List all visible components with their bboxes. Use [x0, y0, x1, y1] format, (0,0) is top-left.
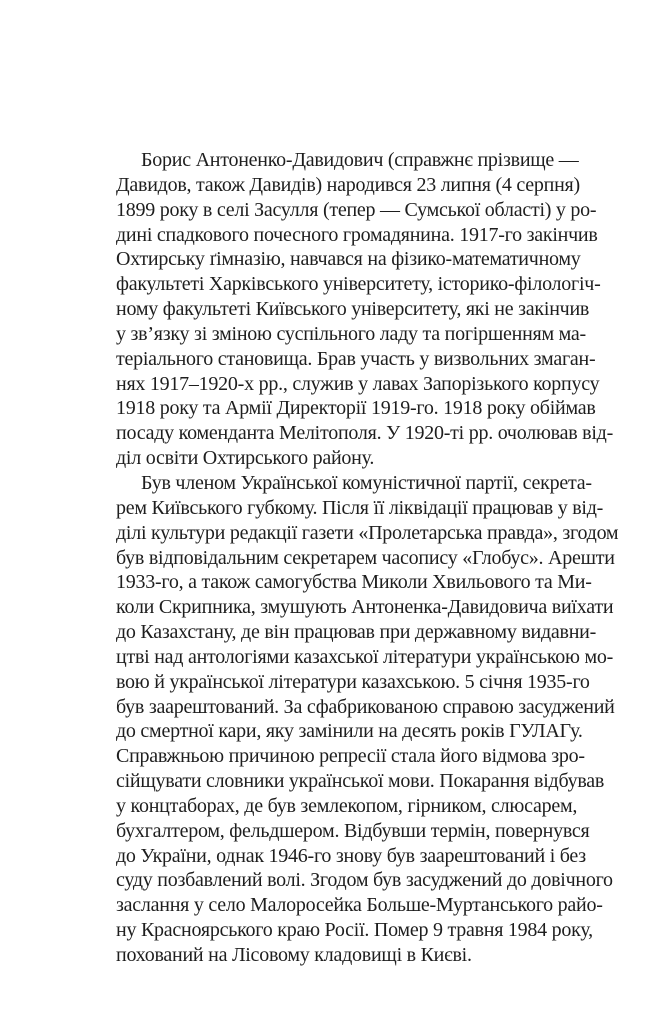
text-line: був відповідальним секретарем часопису «Глобус». Арешти	[116, 546, 615, 569]
text-line: ділі культури редакції газети «Пролетарська правда», згодом	[116, 521, 619, 544]
text-line: Був членом Української комуністичної партії, секрета-	[141, 471, 592, 494]
text-line: до смертної кари, яку замінили на десять років ГУЛАГу.	[116, 720, 583, 743]
paragraph-2	[116, 471, 619, 968]
text-line: у зв’язку зі зміною суспільного ладу та погіршенням ма-	[116, 322, 586, 345]
text-line: факультеті Харківського університету, історико-філологіч-	[116, 273, 601, 296]
text-line: 1933-го, а також самогубства Миколи Хвильового та Ми-	[116, 571, 592, 594]
text-line: Борис Антоненко-Давидович (справжнє прізвище —	[141, 149, 579, 171]
text-line: суду позбавлений волі. Згодом був засуджений до довічного	[116, 869, 613, 892]
text-line: Давидов, також Давидів) народився 23 липня (4 серпня)	[116, 173, 580, 196]
text-line: посаду коменданта Мелітополя. У 1920-ті рр. очолював від-	[116, 422, 613, 445]
text-line: теріального становища. Брав участь у визвольних змаган-	[116, 347, 596, 370]
text-line: заслання у село Малоросейка Больше-Муртанського райо-	[116, 894, 603, 917]
text-line: цтві над антологіями казахської літератури українською мо-	[116, 645, 614, 668]
text-line: рем Київського губкому. Після її ліквідації працював у від-	[116, 496, 604, 519]
text-line: Справжньою причиною репресії стала його відмова зро-	[116, 745, 585, 768]
text-line: нях 1917–1920-х рр., служив у лавах Запорізького корпусу	[116, 372, 600, 395]
text-line: Охтирську ґімназію, навчався на фізико-математичному	[116, 248, 581, 271]
paragraph-1	[116, 148, 613, 471]
text-line: до України, однак 1946-го знову був заарештований і без	[116, 844, 586, 867]
text-line: 1918 року та Армії Директорії 1919-го. 1918 року обіймав	[116, 397, 596, 420]
text-line: ну Красноярського краю Росії. Помер 9 травня 1984 року,	[116, 919, 593, 942]
text-line: бухгалтером, фельдшером. Відбувши термін, повернувся	[116, 819, 590, 842]
text-line: сійщувати словники української мови. Покарання відбував	[116, 770, 605, 793]
text-line: коли Скрипника, змушують Антоненка-Давидовича виїхати	[116, 596, 614, 619]
text-line: ному факультеті Київського університету, які не закінчив	[116, 298, 590, 321]
biography-text	[116, 148, 619, 968]
text-line: був заарештований. За сфабрикованою справою засуджений	[116, 695, 615, 718]
text-line: вою й української літератури казахською. 5 січня 1935-го	[116, 670, 590, 693]
text-line: похований на Лісовому кладовищі в Києві.	[116, 944, 472, 966]
text-line: у концтаборах, де був землекопом, гірником, слюсарем,	[116, 794, 578, 817]
text-line: до Казахстану, де він працював при державному видавни-	[116, 621, 597, 644]
text-line: дині спадкового почесного громадянина. 1917-го закінчив	[116, 223, 598, 246]
text-line: діл освіти Охтирського району.	[116, 447, 375, 470]
text-line: 1899 року в селі Засулля (тепер — Сумської області) у ро-	[116, 198, 597, 221]
